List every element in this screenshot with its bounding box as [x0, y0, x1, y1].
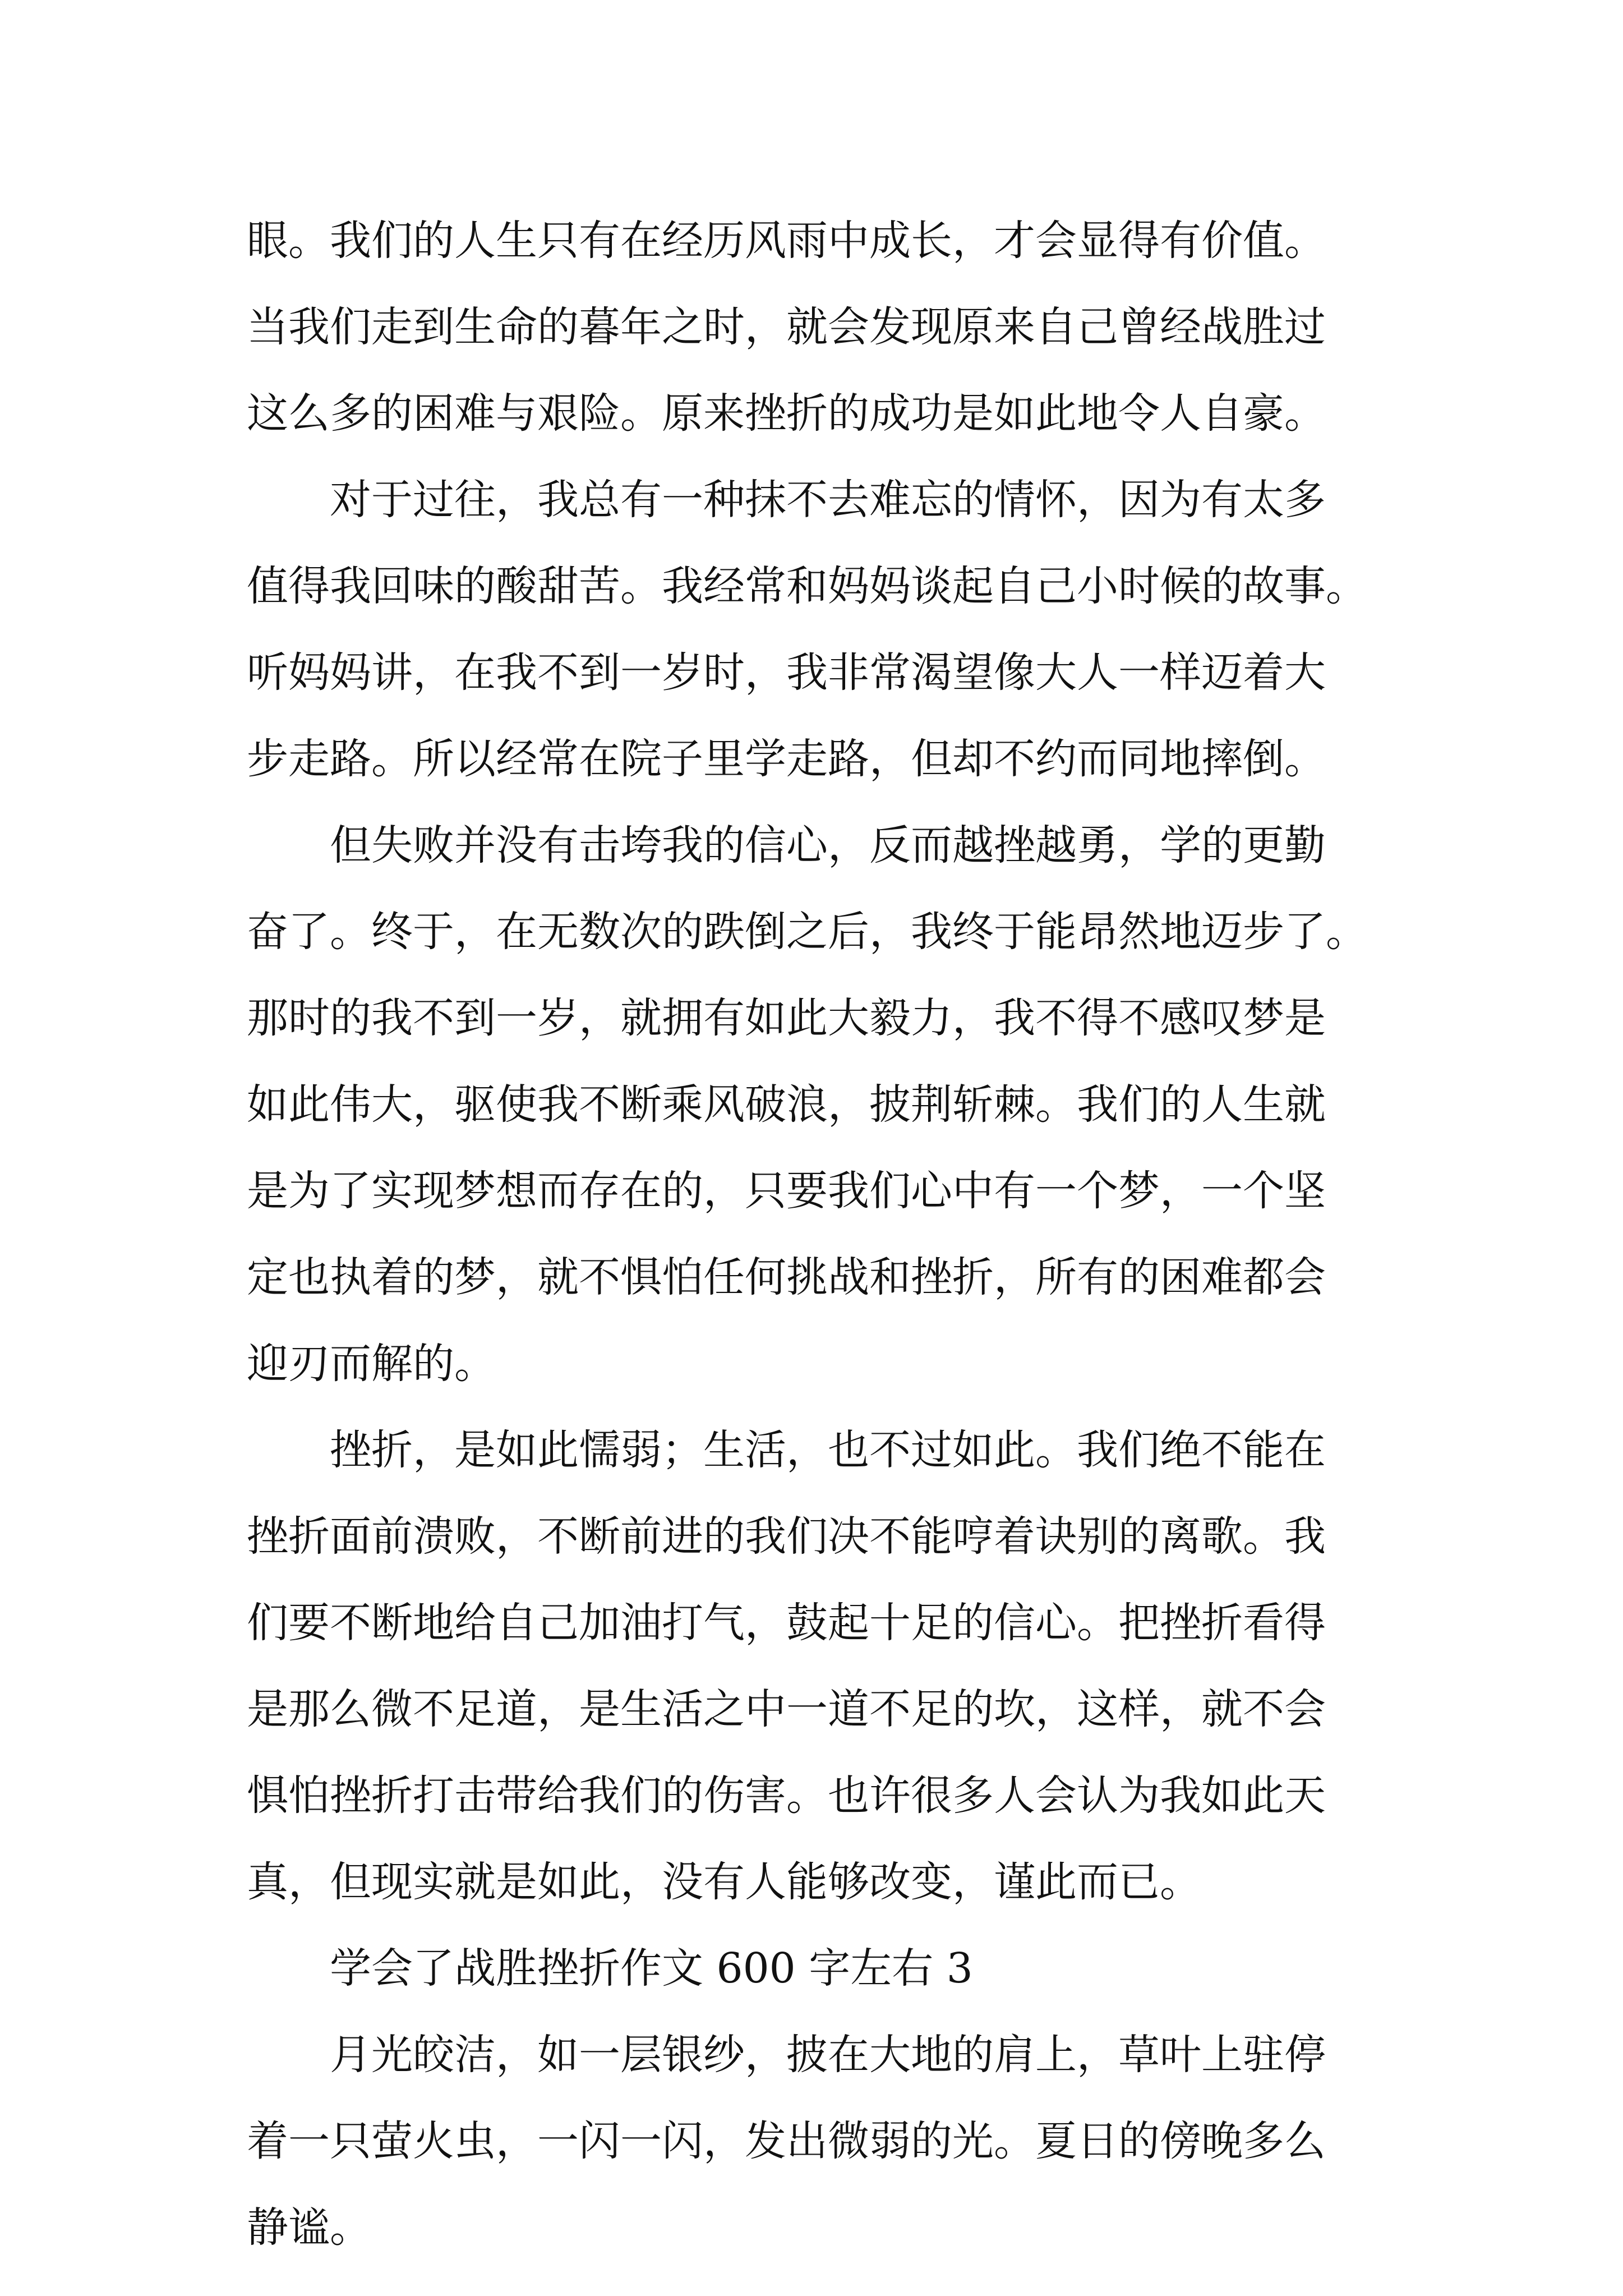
text-line: 挫折面前溃败，不断前进的我们决不能哼着诀别的离歌。我	[247, 1512, 1326, 1561]
text-line: 惧怕挫折打击带给我们的伤害。也许很多人会认为我如此天	[247, 1772, 1326, 1820]
text-line: 静谧。	[247, 2203, 371, 2252]
paragraph-first-line: 月光皎洁，如一层银纱，披在大地的肩上，草叶上驻停	[330, 2031, 1326, 2079]
text-line: 们要不断地给自己加油打气，鼓起十足的信心。把挫折看得	[247, 1599, 1326, 1647]
document-body	[247, 197, 1391, 2271]
text-line: 当我们走到生命的暮年之时，就会发现原来自己曾经战胜过	[247, 303, 1326, 351]
text-line: 值得我回味的酸甜苦。我经常和妈妈谈起自己小时候的故事。	[247, 562, 1367, 610]
text-line: 听妈妈讲，在我不到一岁时，我非常渴望像大人一样迈着大	[247, 648, 1326, 697]
text-line: 那时的我不到一岁，就拥有如此大毅力，我不得不感叹梦是	[247, 994, 1326, 1042]
paragraph-first-line: 对于过往，我总有一种抹不去难忘的情怀，因为有太多	[330, 476, 1326, 524]
text-line: 是那么微不足道，是生活之中一道不足的坎，这样，就不会	[247, 1685, 1326, 1733]
section-heading: 学会了战胜挫折作文 600 字左右 3	[330, 1944, 973, 1993]
paragraph-first-line: 但失败并没有击垮我的信心，反而越挫越勇，学的更勤	[330, 821, 1326, 869]
text-line: 眼。我们的人生只有在经历风雨中成长，才会显得有价值。	[247, 217, 1326, 265]
text-line: 奋了。终于，在无数次的跌倒之后，我终于能昂然地迈步了。	[247, 908, 1367, 956]
text-line: 定也执着的梦，就不惧怕任何挑战和挫折，所有的困难都会	[247, 1253, 1326, 1301]
text-line: 真，但现实就是如此，没有人能够改变，谨此而已。	[247, 1858, 1201, 1906]
text-line: 步走路。所以经常在院子里学走路，但却不约而同地摔倒。	[247, 735, 1326, 783]
text-line: 迎刃而解的。	[247, 1340, 496, 1388]
text-line: 是为了实现梦想而存在的，只要我们心中有一个梦，一个坚	[247, 1167, 1326, 1215]
text-line: 这么多的困难与艰险。原来挫折的成功是如此地令人自豪。	[247, 389, 1326, 438]
paragraph-first-line: 挫折，是如此懦弱；生活，也不过如此。我们绝不能在	[330, 1426, 1326, 1474]
text-line: 如此伟大，驱使我不断乘风破浪，披荆斩棘。我们的人生就	[247, 1080, 1326, 1129]
text-line: 着一只萤火虫，一闪一闪，发出微弱的光。夏日的傍晚多么	[247, 2117, 1326, 2165]
